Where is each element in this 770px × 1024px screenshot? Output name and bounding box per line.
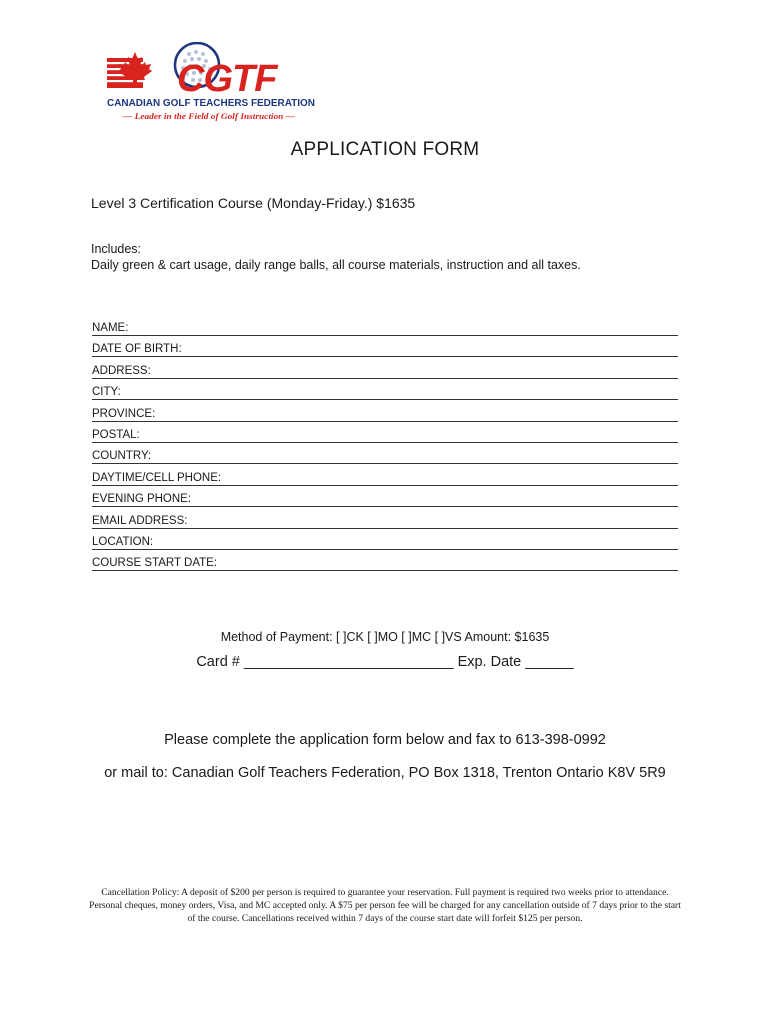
cgtf-logo <box>105 42 320 124</box>
field-course-start-date[interactable]: COURSE START DATE: <box>92 557 682 578</box>
logo-org-name: CANADIAN GOLF TEACHERS FEDERATION <box>107 98 315 109</box>
includes-text: Daily green & cart usage, daily range balls, all course materials, instruction and all taxes. <box>91 258 581 272</box>
includes-label: Includes: <box>91 242 142 256</box>
mail-instruction: or mail to: Canadian Golf Teachers Federation, PO Box 1318, Trenton Ontario K8V 5R9 <box>104 765 666 781</box>
logo-acronym: CGTF <box>177 58 277 100</box>
field-email-address[interactable]: EMAIL ADDRESS: <box>92 515 682 536</box>
fax-instruction: Please complete the application form below and fax to 613-398-0992 <box>164 732 606 748</box>
cancellation-policy: Cancellation Policy: A deposit of $200 per person is required to guarantee your reservation. Full payment is required two weeks prior to attendance. Personal cheques, money orders, Visa, and MC accepted only. A $75 per person fee will be charged for any cancellation outside of 7 days prior to the start of the course. Cancellations received within 7 days of the course start date will forfeit $125 per person. <box>89 887 681 924</box>
field-postal[interactable]: POSTAL: <box>92 429 682 450</box>
includes-block <box>91 241 581 273</box>
logo-tagline: — Leader in the Field of Golf Instruction — <box>121 111 296 121</box>
field-location[interactable]: LOCATION: <box>92 536 682 557</box>
field-evening-phone[interactable]: EVENING PHONE: <box>92 493 682 514</box>
field-province[interactable]: PROVINCE: <box>92 408 682 429</box>
field-daytime-cell-phone[interactable]: DAYTIME/CELL PHONE: <box>92 472 682 493</box>
field-city[interactable]: CITY: <box>92 386 682 407</box>
field-date-of-birth[interactable]: DATE OF BIRTH: <box>92 343 682 364</box>
field-country[interactable]: COUNTRY: <box>92 450 682 471</box>
course-line: Level 3 Certification Course (Monday-Friday.) $1635 <box>91 195 416 211</box>
payment-method-line: Method of Payment: [ ]CK [ ]MO [ ]MC [ ]VS Amount: $1635 <box>220 630 550 644</box>
field-name[interactable]: NAME: <box>92 322 682 343</box>
applicant-fields <box>92 322 682 579</box>
form-title: APPLICATION FORM <box>290 139 480 160</box>
card-line: Card # __________________________ Exp. Date ______ <box>196 654 574 670</box>
field-address[interactable]: ADDRESS: <box>92 365 682 386</box>
